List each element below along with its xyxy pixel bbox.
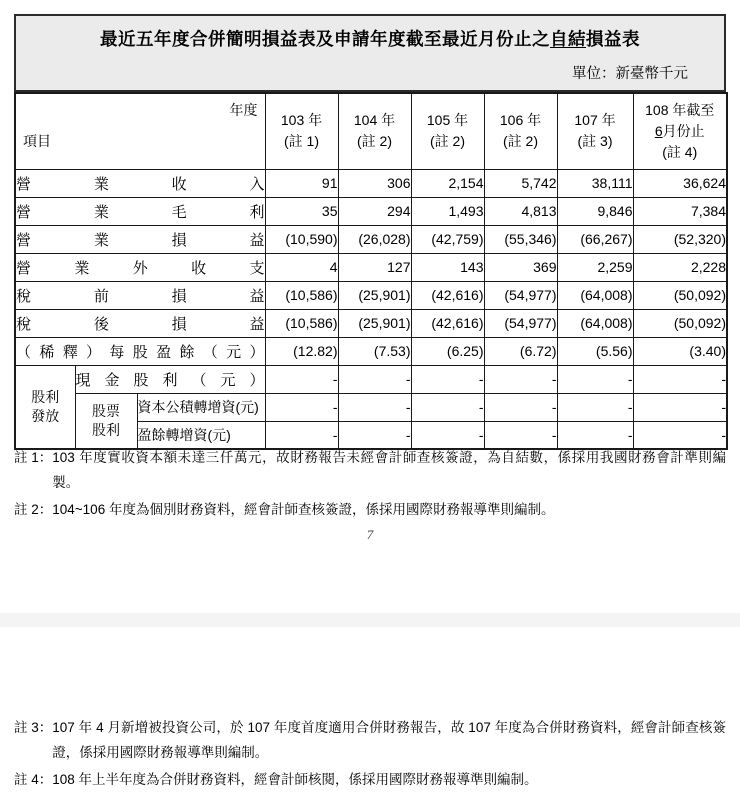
column-header-106 [484,93,557,169]
unit-note: 單位：新臺幣千元 [572,66,688,82]
table-row [15,197,727,225]
cell-value: 4 [265,253,338,281]
col-head-line2: (註 1) [284,133,319,150]
cell-value: 2,259 [557,253,633,281]
cell-value: 7,384 [633,197,727,225]
stock-dividend-label-line1: 股票 [92,402,120,419]
stock-dividend-label [75,393,137,449]
corner-year-label: 年度 [229,102,258,118]
cell-value: 1,493 [411,197,484,225]
page-separator [0,613,740,627]
footnotes-top [14,446,726,525]
cell-value: (42,759) [411,225,484,253]
cell-value: 2,228 [633,253,727,281]
table-row [15,337,727,365]
cell-value: (5.56) [557,337,633,365]
table-row [15,225,727,253]
col-head-month-rest: 月份止 [662,122,705,139]
col-head-line1: 103 年 [280,112,323,129]
financial-summary-table [14,92,728,450]
dividend-group-label [15,365,75,449]
cell-value: (50,092) [633,281,727,309]
table-row [15,309,727,337]
cell-value: - [633,421,727,449]
corner-item-label: 項目 [23,132,51,149]
cell-value: (26,028) [338,225,411,253]
cell-value: (64,008) [557,281,633,309]
corner-header-cell [15,93,265,169]
cell-value: - [484,393,557,421]
page-title [16,26,724,51]
cell-value: - [265,365,338,393]
table-row [15,281,727,309]
title-underlined-part: 自結 [550,29,586,49]
footnote-text: 103 年度實收資本額未達三仟萬元，故財務報告未經會計師查核簽證，為自結數，係採用我國財務會計準則編製。 [52,450,726,490]
title-suffix: 損益表 [586,29,640,49]
cell-value: - [484,365,557,393]
row-label-non-operating: 營業外收支 [15,253,265,281]
cell-value: (54,977) [484,281,557,309]
row-label-operating-revenue: 營業收入 [15,169,265,197]
footnote-text: 104~106 年度為個別財務資料，經會計師查核簽證，係採用國際財務報導準則編制。 [52,501,555,517]
col-head-line1: 107 年 [574,112,616,129]
column-header-103 [265,93,338,169]
col-head-line1: 104 年 [353,112,396,129]
table-row [15,169,727,197]
row-label-capital-surplus: 資本公積轉增資(元) [137,393,265,421]
page-number: 7 [366,527,374,542]
cell-value: 127 [338,253,411,281]
cell-value: - [411,393,484,421]
table-row-dividend-capital-surplus [15,393,727,421]
footnote-2 [14,498,726,523]
cell-value: - [338,365,411,393]
dividend-group-label-line2: 發放 [31,407,60,424]
row-label-aftertax-income: 稅後損益 [15,309,265,337]
cell-value: (66,267) [557,225,633,253]
col-head-line1: 105 年 [426,112,469,129]
cell-value: - [557,421,633,449]
footnote-key: 註 3： [14,720,53,735]
row-label-eps-diluted: （稀釋）每股盈餘（元） [15,337,265,365]
cell-value: 143 [411,253,484,281]
cell-value: (25,901) [338,309,411,337]
cell-value: - [633,365,727,393]
table-header-row [15,93,727,169]
cell-value: (42,616) [411,281,484,309]
table-row-dividend-cash [15,365,727,393]
cell-value: (55,346) [484,225,557,253]
cell-value: 38,111 [557,169,633,197]
cell-value: (10,586) [265,309,338,337]
footnote-4 [14,768,726,793]
cell-value: (6.25) [411,337,484,365]
cell-value: - [484,421,557,449]
cell-value: (64,008) [557,309,633,337]
cell-value: 306 [338,169,411,197]
footnote-text: 107 年 4 月新增被投資公司，於 107 年度首度適用合併財務報告，故 107 年度為合併財務資料，經會計師查核簽證，係採用國際財務報導準則編制。 [52,720,726,760]
footnotes-bottom [14,716,726,795]
cell-value: 369 [484,253,557,281]
col-head-month-underlined: 6 [654,122,663,139]
col-head-line2: (註 2) [357,133,392,150]
cell-value: - [338,421,411,449]
col-head-line2: (註 2) [503,133,538,150]
row-label-gross-profit: 營業毛利 [15,197,265,225]
footnote-3 [14,716,726,766]
stock-dividend-label-line2: 股利 [92,421,120,438]
col-head-line2: (註 2) [430,133,465,150]
cell-value: 2,154 [411,169,484,197]
cell-value: - [411,365,484,393]
row-label-operating-income: 營業損益 [15,225,265,253]
col-head-line2 [634,121,727,142]
col-head-line2: (註 3) [577,133,613,150]
cell-value: (12.82) [265,337,338,365]
dividend-group-label-line1: 股利 [31,388,60,405]
row-label-retained-earnings: 盈餘轉增資(元) [137,421,265,449]
title-prefix: 最近五年度合併簡明損益表及申請年度截至最近月份止之 [100,29,550,49]
column-header-104 [338,93,411,169]
title-block [14,14,726,92]
footnote-text: 108 年上半年度為合併財務資料，經會計師核閱，係採用國際財務報導準則編制。 [52,771,538,787]
cell-value: - [411,421,484,449]
column-header-107 [557,93,633,169]
cell-value: (42,616) [411,309,484,337]
cell-value: (10,586) [265,281,338,309]
cell-value: (7.53) [338,337,411,365]
col-head-line3: (註 4) [662,143,698,160]
cell-value: - [338,393,411,421]
cell-value: 9,846 [557,197,633,225]
footnote-key: 註 2： [14,501,53,517]
cell-value: 294 [338,197,411,225]
column-header-105 [411,93,484,169]
cell-value: - [557,393,633,421]
cell-value: (54,977) [484,309,557,337]
column-header-108 [633,93,727,169]
row-label-pretax-income: 稅前損益 [15,281,265,309]
cell-value: - [265,393,338,421]
cell-value: 91 [265,169,338,197]
footnote-key: 註 1： [14,450,53,465]
footnote-1 [14,446,726,496]
cell-value: (3.40) [633,337,727,365]
col-head-line1: 108 年截至 [645,101,715,118]
cell-value: 4,813 [484,197,557,225]
col-head-line1: 106 年 [499,112,542,129]
cell-value: (50,092) [633,309,727,337]
table-row [15,253,727,281]
cell-value: (25,901) [338,281,411,309]
cell-value: - [557,365,633,393]
cell-value: (10,590) [265,225,338,253]
cell-value: 36,624 [633,169,727,197]
cell-value: - [633,393,727,421]
row-label-cash-dividend: 現金股利（元） [75,365,265,393]
cell-value: (52,320) [633,225,727,253]
cell-value: (6.72) [484,337,557,365]
cell-value: 5,742 [484,169,557,197]
cell-value: 35 [265,197,338,225]
footnote-key: 註 4： [14,771,53,787]
cell-value: - [265,421,338,449]
